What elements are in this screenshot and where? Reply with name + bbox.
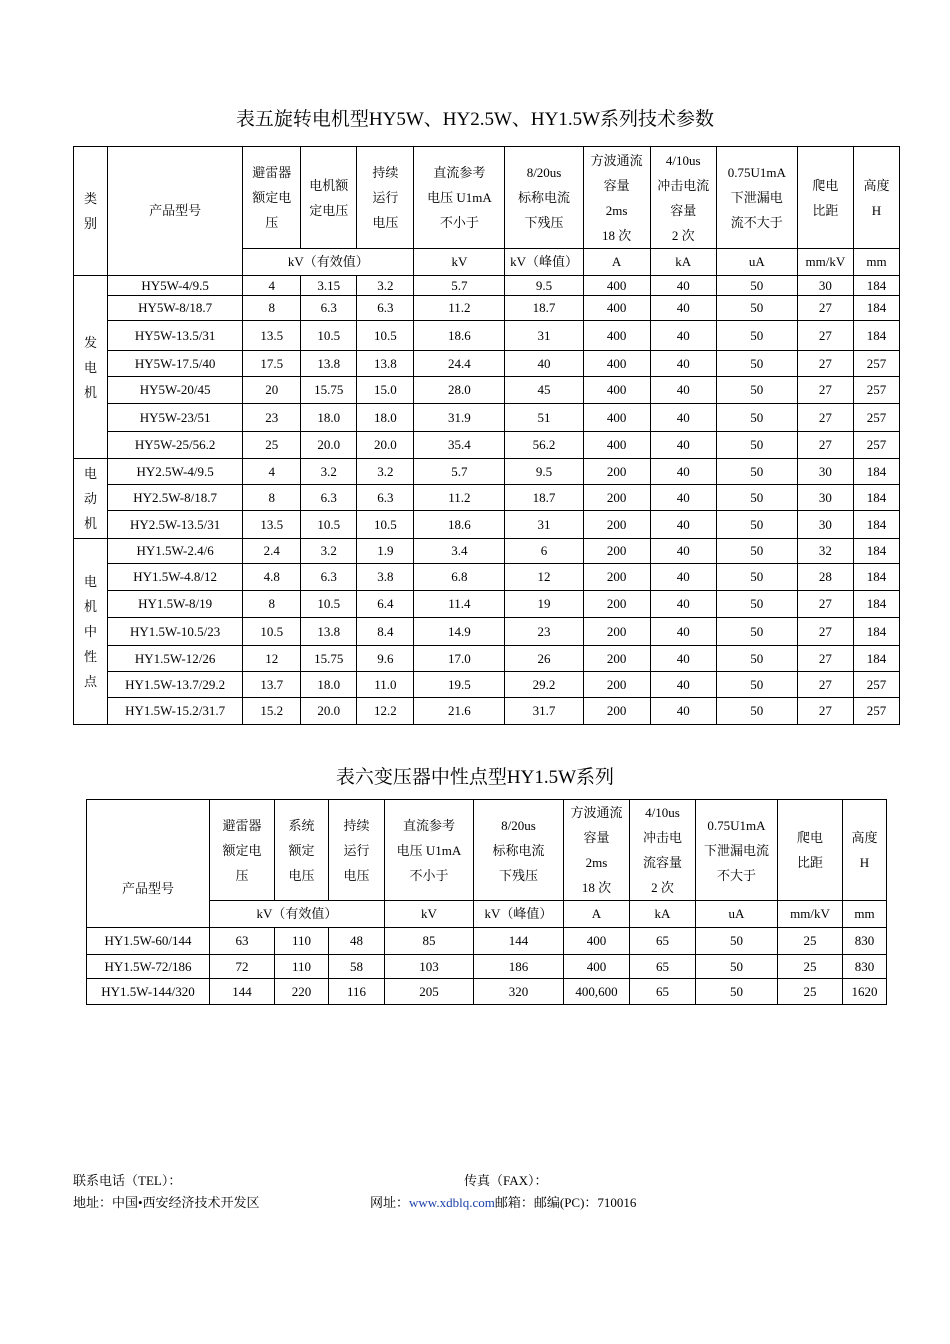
table5-value-cell: 40 bbox=[650, 276, 716, 296]
table6-value-cell: 48 bbox=[329, 928, 385, 955]
table5-value-cell: 6 bbox=[505, 539, 583, 564]
table6-row bbox=[87, 979, 887, 1005]
table5-value-cell: 200 bbox=[583, 511, 650, 539]
table5-value-cell: 40 bbox=[650, 404, 716, 432]
table5-model-cell: HY1.5W-13.7/29.2 bbox=[108, 672, 243, 698]
table5-value-cell: 21.6 bbox=[414, 698, 505, 725]
table5-value-cell: 20.0 bbox=[357, 432, 414, 459]
table5-value-cell: 9.6 bbox=[357, 646, 414, 672]
table5-value-cell: 13.8 bbox=[357, 351, 414, 377]
table5-value-cell: 13.5 bbox=[243, 511, 301, 539]
table5-value-cell: 30 bbox=[797, 276, 853, 296]
table6-unit-ka: kA bbox=[630, 901, 696, 928]
table5-value-cell: 50 bbox=[716, 591, 797, 618]
table5-value-cell: 40 bbox=[650, 618, 716, 646]
table5-value-cell: 50 bbox=[716, 432, 797, 459]
table6-value-cell: 144 bbox=[210, 979, 275, 1005]
table5-value-cell: 3.2 bbox=[357, 276, 414, 296]
table5-value-cell: 184 bbox=[853, 564, 899, 591]
table5-value-cell: 25 bbox=[243, 432, 301, 459]
table5-row bbox=[74, 646, 900, 672]
table5-value-cell: 28.0 bbox=[414, 377, 505, 404]
table5-model-cell: HY5W-4/9.5 bbox=[108, 276, 243, 296]
table5-row bbox=[74, 432, 900, 459]
table5-row bbox=[74, 377, 900, 404]
table5-header-height: 高度 H bbox=[853, 147, 899, 249]
table5-value-cell: 8 bbox=[243, 296, 301, 321]
table5-value-cell: 200 bbox=[583, 539, 650, 564]
table5-row bbox=[74, 321, 900, 351]
table6-row bbox=[87, 955, 887, 979]
table5-value-cell: 30 bbox=[797, 511, 853, 539]
table5-value-cell: 40 bbox=[650, 672, 716, 698]
table5-value-cell: 26 bbox=[505, 646, 583, 672]
table5-value-cell: 11.2 bbox=[414, 296, 505, 321]
table5-value-cell: 40 bbox=[650, 485, 716, 511]
table5-value-cell: 2.4 bbox=[243, 539, 301, 564]
table5-value-cell: 13.7 bbox=[243, 672, 301, 698]
table6-value-cell: 400,600 bbox=[564, 979, 630, 1005]
table5-model-cell: HY1.5W-8/19 bbox=[108, 591, 243, 618]
table5-value-cell: 200 bbox=[583, 618, 650, 646]
table5-value-cell: 184 bbox=[853, 539, 899, 564]
table6-value-cell: 25 bbox=[778, 928, 843, 955]
table6-value-cell: 110 bbox=[275, 928, 329, 955]
table6-header-system-voltage: 系统 额定 电压 bbox=[275, 800, 329, 901]
table5-unit-ua: uA bbox=[716, 249, 797, 276]
table5-value-cell: 32 bbox=[797, 539, 853, 564]
table5-row bbox=[74, 511, 900, 539]
table6-value-cell: 220 bbox=[275, 979, 329, 1005]
table5-value-cell: 184 bbox=[853, 276, 899, 296]
table5-value-cell: 40 bbox=[650, 646, 716, 672]
table6-unit-kv: kV bbox=[385, 901, 474, 928]
table5-value-cell: 50 bbox=[716, 485, 797, 511]
table6-header-rated-voltage: 避雷器 额定电 压 bbox=[210, 800, 275, 901]
table5-value-cell: 50 bbox=[716, 511, 797, 539]
table6-value-cell: 144 bbox=[474, 928, 564, 955]
table6-value-cell: 25 bbox=[778, 979, 843, 1005]
table5-value-cell: 200 bbox=[583, 698, 650, 725]
table5-value-cell: 184 bbox=[853, 618, 899, 646]
table5-value-cell: 3.2 bbox=[357, 459, 414, 485]
table6-value-cell: 50 bbox=[696, 979, 778, 1005]
table6-header-height: 高度 H bbox=[843, 800, 887, 901]
table5-value-cell: 31.7 bbox=[505, 698, 583, 725]
table5-model-cell: HY1.5W-15.2/31.7 bbox=[108, 698, 243, 725]
table5-value-cell: 35.4 bbox=[414, 432, 505, 459]
table5-value-cell: 9.5 bbox=[505, 459, 583, 485]
table5-unit-kv-rms: kV（有效值） bbox=[243, 249, 414, 276]
table5-model-cell: HY5W-8/18.7 bbox=[108, 296, 243, 321]
table5-value-cell: 27 bbox=[797, 351, 853, 377]
table5-value-cell: 40 bbox=[650, 564, 716, 591]
table5-category-cell: 发 电 机 bbox=[74, 276, 108, 459]
table5-row bbox=[74, 672, 900, 698]
table5-value-cell: 50 bbox=[716, 276, 797, 296]
table5-header-creepage: 爬电 比距 bbox=[797, 147, 853, 249]
table5-model-cell: HY5W-23/51 bbox=[108, 404, 243, 432]
footer-email-label: 邮箱： bbox=[494, 1195, 534, 1210]
table5-model-cell: HY1.5W-2.4/6 bbox=[108, 539, 243, 564]
table5-value-cell: 200 bbox=[583, 591, 650, 618]
table5-value-cell: 50 bbox=[716, 672, 797, 698]
table6-header-model: 产品型号 bbox=[87, 800, 210, 928]
table6-value-cell: 116 bbox=[329, 979, 385, 1005]
table5-value-cell: 6.8 bbox=[414, 564, 505, 591]
table5-value-cell: 257 bbox=[853, 698, 899, 725]
table5-model-cell: HY1.5W-12/26 bbox=[108, 646, 243, 672]
table5-value-cell: 400 bbox=[583, 432, 650, 459]
table5-row bbox=[74, 296, 900, 321]
table5-header-rated-voltage: 避雷器 额定电 压 bbox=[243, 147, 301, 249]
table5-header-square-wave: 方波通流 容量 2ms 18 次 bbox=[583, 147, 650, 249]
table5-value-cell: 184 bbox=[853, 459, 899, 485]
table6-header-leakage: 0.75U1mA 下泄漏电流 不大于 bbox=[696, 800, 778, 901]
table5-value-cell: 200 bbox=[583, 485, 650, 511]
table6-unit-kv-rms: kV（有效值） bbox=[210, 901, 385, 928]
table5-row bbox=[74, 404, 900, 432]
table5-title: 表五旋转电机型HY5W、HY2.5W、HY1.5W系列技术参数 bbox=[235, 109, 715, 130]
table5-value-cell: 3.2 bbox=[301, 459, 357, 485]
table6-unit-mm: mm bbox=[843, 901, 887, 928]
table6-unit-a: A bbox=[564, 901, 630, 928]
table5-value-cell: 1.9 bbox=[357, 539, 414, 564]
table5-value-cell: 12 bbox=[243, 646, 301, 672]
table5-value-cell: 29.2 bbox=[505, 672, 583, 698]
table5-category-cell: 电 动 机 bbox=[74, 459, 108, 539]
table5-value-cell: 184 bbox=[853, 321, 899, 351]
table5-value-cell: 40 bbox=[650, 539, 716, 564]
table5-value-cell: 12 bbox=[505, 564, 583, 591]
table5-row bbox=[74, 618, 900, 646]
table5-value-cell: 27 bbox=[797, 377, 853, 404]
table5-value-cell: 27 bbox=[797, 672, 853, 698]
table5-value-cell: 50 bbox=[716, 296, 797, 321]
table5-value-cell: 6.3 bbox=[301, 296, 357, 321]
table5-model-cell: HY1.5W-4.8/12 bbox=[108, 564, 243, 591]
table5-value-cell: 27 bbox=[797, 591, 853, 618]
table5-model-cell: HY2.5W-4/9.5 bbox=[108, 459, 243, 485]
table5-value-cell: 23 bbox=[243, 404, 301, 432]
table5-value-cell: 50 bbox=[716, 404, 797, 432]
table5-value-cell: 400 bbox=[583, 377, 650, 404]
footer-fax: 传真（FAX）： bbox=[464, 1173, 548, 1188]
table5-value-cell: 28 bbox=[797, 564, 853, 591]
table5-value-cell: 15.2 bbox=[243, 698, 301, 725]
table5-row bbox=[74, 485, 900, 511]
table5-value-cell: 50 bbox=[716, 321, 797, 351]
table5-unit-mm-kv: mm/kV bbox=[797, 249, 853, 276]
table5-value-cell: 6.3 bbox=[357, 485, 414, 511]
table5-value-cell: 184 bbox=[853, 646, 899, 672]
table6-value-cell: 103 bbox=[385, 955, 474, 979]
table5-value-cell: 12.2 bbox=[357, 698, 414, 725]
table5-header-impulse: 4/10us 冲击电流 容量 2 次 bbox=[650, 147, 716, 249]
table5-unit-mm: mm bbox=[853, 249, 899, 276]
table5-value-cell: 13.8 bbox=[301, 618, 357, 646]
table5-value-cell: 14.9 bbox=[414, 618, 505, 646]
table5-header-dc-reference: 直流参考 电压 U1mA 不小于 bbox=[414, 147, 505, 249]
table5-value-cell: 184 bbox=[853, 485, 899, 511]
table6-unit-mm-kv: mm/kV bbox=[778, 901, 843, 928]
table5-value-cell: 13.8 bbox=[301, 351, 357, 377]
table6-model-cell: HY1.5W-72/186 bbox=[87, 955, 210, 979]
table5-value-cell: 400 bbox=[583, 321, 650, 351]
table6-model-cell: HY1.5W-60/144 bbox=[87, 928, 210, 955]
table5-header-category bbox=[74, 147, 108, 276]
table5-value-cell: 5.7 bbox=[414, 459, 505, 485]
table5-value-cell: 3.15 bbox=[301, 276, 357, 296]
table5-model-cell: HY2.5W-13.5/31 bbox=[108, 511, 243, 539]
table6-value-cell: 65 bbox=[630, 928, 696, 955]
table5-value-cell: 9.5 bbox=[505, 276, 583, 296]
table5-header-continuous-voltage: 持续 运行 电压 bbox=[357, 147, 414, 249]
table5-value-cell: 18.0 bbox=[301, 404, 357, 432]
table5-row bbox=[74, 539, 900, 564]
table6-value-cell: 63 bbox=[210, 928, 275, 955]
table5-value-cell: 20.0 bbox=[301, 698, 357, 725]
table5-value-cell: 8 bbox=[243, 485, 301, 511]
table6-value-cell: 1620 bbox=[843, 979, 887, 1005]
table5-value-cell: 8.4 bbox=[357, 618, 414, 646]
table5-value-cell: 27 bbox=[797, 296, 853, 321]
table5-value-cell: 50 bbox=[716, 646, 797, 672]
table5-value-cell: 23 bbox=[505, 618, 583, 646]
table5-value-cell: 13.5 bbox=[243, 321, 301, 351]
table5-value-cell: 50 bbox=[716, 698, 797, 725]
table5-value-cell: 50 bbox=[716, 459, 797, 485]
table5-value-cell: 10.5 bbox=[301, 591, 357, 618]
table5-value-cell: 18.7 bbox=[505, 296, 583, 321]
table5-value-cell: 4.8 bbox=[243, 564, 301, 591]
footer-tel: 联系电话（TEL）： bbox=[73, 1173, 182, 1188]
table5-value-cell: 200 bbox=[583, 564, 650, 591]
table5-row bbox=[74, 564, 900, 591]
table5-value-cell: 6.3 bbox=[301, 564, 357, 591]
table5-value-cell: 200 bbox=[583, 672, 650, 698]
table6-value-cell: 58 bbox=[329, 955, 385, 979]
table5-value-cell: 31.9 bbox=[414, 404, 505, 432]
table6-header-residual: 8/20us 标称电流 下残压 bbox=[474, 800, 564, 901]
table5-value-cell: 6.3 bbox=[357, 296, 414, 321]
table5-model-cell: HY2.5W-8/18.7 bbox=[108, 485, 243, 511]
table5-value-cell: 40 bbox=[650, 377, 716, 404]
table5-value-cell: 40 bbox=[650, 432, 716, 459]
table5-value-cell: 4 bbox=[243, 459, 301, 485]
table5-value-cell: 15.0 bbox=[357, 377, 414, 404]
table5-value-cell: 184 bbox=[853, 511, 899, 539]
table6-value-cell: 400 bbox=[564, 928, 630, 955]
table5-value-cell: 15.75 bbox=[301, 377, 357, 404]
table5-value-cell: 400 bbox=[583, 404, 650, 432]
footer-website-label: 网址： bbox=[370, 1195, 410, 1210]
table6-header-continuous-voltage: 持续 运行 电压 bbox=[329, 800, 385, 901]
table5-row bbox=[74, 351, 900, 377]
footer-address: 地址：中国•西安经济技术开发区 bbox=[73, 1195, 260, 1210]
table5-value-cell: 56.2 bbox=[505, 432, 583, 459]
table5-value-cell: 18.7 bbox=[505, 485, 583, 511]
table5-value-cell: 400 bbox=[583, 351, 650, 377]
table5 bbox=[73, 146, 900, 725]
table5-value-cell: 50 bbox=[716, 539, 797, 564]
table5-value-cell: 15.75 bbox=[301, 646, 357, 672]
table5-row bbox=[74, 591, 900, 618]
table6-value-cell: 110 bbox=[275, 955, 329, 979]
table5-value-cell: 10.5 bbox=[301, 511, 357, 539]
table5-model-cell: HY5W-20/45 bbox=[108, 377, 243, 404]
table5-category-header-text: 类 别 bbox=[84, 191, 98, 231]
table5-unit-ka: kA bbox=[650, 249, 716, 276]
table5-value-cell: 5.7 bbox=[414, 276, 505, 296]
table5-model-cell: HY5W-25/56.2 bbox=[108, 432, 243, 459]
table5-value-cell: 40 bbox=[650, 459, 716, 485]
table5-value-cell: 184 bbox=[853, 591, 899, 618]
table5-value-cell: 40 bbox=[650, 351, 716, 377]
table5-row bbox=[74, 276, 900, 296]
table6-value-cell: 50 bbox=[696, 955, 778, 979]
table5-header-residual: 8/20us 标称电流 下残压 bbox=[505, 147, 583, 249]
table6-value-cell: 65 bbox=[630, 979, 696, 1005]
table5-value-cell: 11.2 bbox=[414, 485, 505, 511]
table5-category-cell: 电 机 中 性 点 bbox=[74, 539, 108, 725]
table5-value-cell: 10.5 bbox=[357, 321, 414, 351]
table5-header-model: 产品型号 bbox=[108, 147, 243, 276]
table5-value-cell: 3.2 bbox=[301, 539, 357, 564]
table6-header-dc-reference: 直流参考 电压 U1mA 不小于 bbox=[385, 800, 474, 901]
table5-value-cell: 3.4 bbox=[414, 539, 505, 564]
table6-model-cell: HY1.5W-144/320 bbox=[87, 979, 210, 1005]
table5-value-cell: 27 bbox=[797, 646, 853, 672]
table5-value-cell: 10.5 bbox=[243, 618, 301, 646]
table5-unit-a: A bbox=[583, 249, 650, 276]
table5-value-cell: 6.4 bbox=[357, 591, 414, 618]
table5-value-cell: 27 bbox=[797, 618, 853, 646]
table6 bbox=[86, 799, 887, 1005]
table6-header-square-wave: 方波通流 容量 2ms 18 次 bbox=[564, 800, 630, 901]
table5-value-cell: 27 bbox=[797, 698, 853, 725]
table5-value-cell: 31 bbox=[505, 321, 583, 351]
table5-model-cell: HY5W-13.5/31 bbox=[108, 321, 243, 351]
table5-value-cell: 50 bbox=[716, 564, 797, 591]
table5-value-cell: 200 bbox=[583, 459, 650, 485]
table6-value-cell: 65 bbox=[630, 955, 696, 979]
table5-value-cell: 30 bbox=[797, 485, 853, 511]
table5-value-cell: 257 bbox=[853, 432, 899, 459]
table6-row bbox=[87, 928, 887, 955]
table5-value-cell: 257 bbox=[853, 351, 899, 377]
table5-header-motor-rated-voltage: 电机额 定电压 bbox=[301, 147, 357, 249]
table6-title: 表六变压器中性点型HY1.5W系列 bbox=[335, 767, 615, 788]
table5-value-cell: 24.4 bbox=[414, 351, 505, 377]
table5-unit-kv-peak: kV（峰值） bbox=[505, 249, 583, 276]
table5-value-cell: 18.0 bbox=[357, 404, 414, 432]
table5-value-cell: 17.5 bbox=[243, 351, 301, 377]
table5-value-cell: 257 bbox=[853, 672, 899, 698]
table6-value-cell: 85 bbox=[385, 928, 474, 955]
table5-value-cell: 20 bbox=[243, 377, 301, 404]
table5-value-cell: 40 bbox=[505, 351, 583, 377]
table6-value-cell: 50 bbox=[696, 928, 778, 955]
table6-value-cell: 830 bbox=[843, 928, 887, 955]
table6-value-cell: 400 bbox=[564, 955, 630, 979]
table5-value-cell: 184 bbox=[853, 296, 899, 321]
table5-value-cell: 27 bbox=[797, 432, 853, 459]
table5-row bbox=[74, 698, 900, 725]
table5-value-cell: 18.6 bbox=[414, 321, 505, 351]
table5-value-cell: 257 bbox=[853, 377, 899, 404]
table5-value-cell: 19 bbox=[505, 591, 583, 618]
table6-unit-kv-peak: kV（峰值） bbox=[474, 901, 564, 928]
table5-unit-kv: kV bbox=[414, 249, 505, 276]
table5-row bbox=[74, 459, 900, 485]
table5-header-leakage: 0.75U1mA 下泄漏电 流不大于 bbox=[716, 147, 797, 249]
table5-value-cell: 11.4 bbox=[414, 591, 505, 618]
table5-value-cell: 45 bbox=[505, 377, 583, 404]
table5-value-cell: 6.3 bbox=[301, 485, 357, 511]
table5-value-cell: 8 bbox=[243, 591, 301, 618]
table6-header-creepage: 爬电 比距 bbox=[778, 800, 843, 901]
table5-value-cell: 200 bbox=[583, 646, 650, 672]
table6-value-cell: 830 bbox=[843, 955, 887, 979]
table6-value-cell: 205 bbox=[385, 979, 474, 1005]
table5-value-cell: 10.5 bbox=[301, 321, 357, 351]
table6-header-impulse: 4/10us 冲击电 流容量 2 次 bbox=[630, 800, 696, 901]
table5-value-cell: 40 bbox=[650, 698, 716, 725]
table5-model-cell: HY1.5W-10.5/23 bbox=[108, 618, 243, 646]
table5-value-cell: 40 bbox=[650, 296, 716, 321]
table5-value-cell: 11.0 bbox=[357, 672, 414, 698]
table5-value-cell: 31 bbox=[505, 511, 583, 539]
table5-value-cell: 10.5 bbox=[357, 511, 414, 539]
footer-postcode: 邮编(PC)：710016 bbox=[533, 1195, 637, 1210]
table5-value-cell: 18.0 bbox=[301, 672, 357, 698]
table5-value-cell: 40 bbox=[650, 591, 716, 618]
table5-value-cell: 400 bbox=[583, 296, 650, 321]
table5-value-cell: 4 bbox=[243, 276, 301, 296]
table5-value-cell: 27 bbox=[797, 321, 853, 351]
table5-value-cell: 40 bbox=[650, 511, 716, 539]
table5-value-cell: 50 bbox=[716, 618, 797, 646]
table5-value-cell: 27 bbox=[797, 404, 853, 432]
table5-value-cell: 51 bbox=[505, 404, 583, 432]
table5-value-cell: 50 bbox=[716, 351, 797, 377]
table6-unit-ua: uA bbox=[696, 901, 778, 928]
table5-value-cell: 20.0 bbox=[301, 432, 357, 459]
table5-value-cell: 17.0 bbox=[414, 646, 505, 672]
table5-value-cell: 18.6 bbox=[414, 511, 505, 539]
table5-value-cell: 257 bbox=[853, 404, 899, 432]
footer-website-link[interactable]: www.xdblq.com bbox=[409, 1195, 495, 1210]
table5-value-cell: 40 bbox=[650, 321, 716, 351]
table5-value-cell: 19.5 bbox=[414, 672, 505, 698]
table6-value-cell: 186 bbox=[474, 955, 564, 979]
table6-value-cell: 72 bbox=[210, 955, 275, 979]
table5-value-cell: 30 bbox=[797, 459, 853, 485]
table6-value-cell: 25 bbox=[778, 955, 843, 979]
table6-value-cell: 320 bbox=[474, 979, 564, 1005]
table5-value-cell: 3.8 bbox=[357, 564, 414, 591]
table5-value-cell: 400 bbox=[583, 276, 650, 296]
footer-contact-line bbox=[370, 1192, 636, 1211]
table5-value-cell: 50 bbox=[716, 377, 797, 404]
table5-model-cell: HY5W-17.5/40 bbox=[108, 351, 243, 377]
